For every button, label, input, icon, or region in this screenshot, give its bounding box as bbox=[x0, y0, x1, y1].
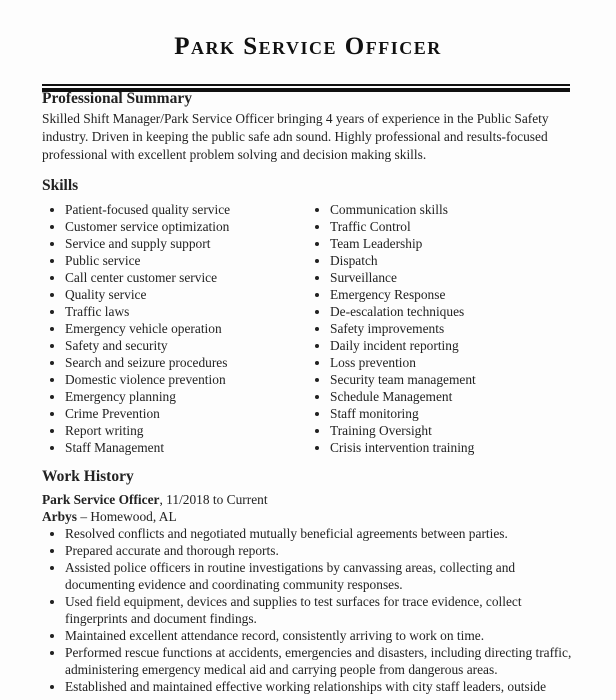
job-bullet: Resolved conflicts and negotiated mutually beneficial agreements between parties. bbox=[42, 525, 582, 542]
skill-item: Communication skills bbox=[307, 201, 476, 218]
skill-item: Daily incident reporting bbox=[307, 337, 476, 354]
job-bullets bbox=[42, 525, 582, 695]
job-dates: , 11/2018 to Current bbox=[159, 492, 268, 507]
job-bullet: Used field equipment, devices and supplies to test surfaces for trace evidence, collect fingerprints and document findings. bbox=[42, 593, 582, 627]
skill-item: Emergency Response bbox=[307, 286, 476, 303]
skill-item: Crisis intervention training bbox=[307, 439, 476, 456]
job-bullet: Assisted police officers in routine investigations by canvassing areas, collecting and documenting evidence and coordinating community responses. bbox=[42, 559, 582, 593]
summary-heading: Professional Summary bbox=[42, 90, 192, 107]
job-title: Park Service Officer bbox=[42, 492, 160, 507]
skill-item: Traffic Control bbox=[307, 218, 476, 235]
skills-list-left bbox=[42, 201, 230, 456]
resume-title: Park Service Officer bbox=[174, 33, 442, 60]
skill-item: Report writing bbox=[42, 422, 230, 439]
skill-item: Schedule Management bbox=[307, 388, 476, 405]
skill-item: Public service bbox=[42, 252, 230, 269]
skill-item: Emergency planning bbox=[42, 388, 230, 405]
job-bullet: Performed rescue functions at accidents, emergencies and disasters, including directing traffic, administering emergency medical aid and carrying people from dangerous areas. bbox=[42, 644, 582, 678]
summary-text: Skilled Shift Manager/Park Service Officer bringing 4 years of experience in the Public Safety industry. Driven in keeping the public safe adn sound. Highly professional and results-focused professional with excellent problem solving and decision making skills. bbox=[42, 111, 549, 162]
skill-item: Crime Prevention bbox=[42, 405, 230, 422]
skill-item: Domestic violence prevention bbox=[42, 371, 230, 388]
skill-item: Training Oversight bbox=[307, 422, 476, 439]
skill-item: Traffic laws bbox=[42, 303, 230, 320]
skill-item: Team Leadership bbox=[307, 235, 476, 252]
skill-item: Patient-focused quality service bbox=[42, 201, 230, 218]
job-bullet: Established and maintained effective working relationships with city staff leaders, outside bbox=[42, 678, 582, 695]
skill-item: Dispatch bbox=[307, 252, 476, 269]
job-entry bbox=[42, 491, 268, 525]
skill-item: Customer service optimization bbox=[42, 218, 230, 235]
skill-item: Safety improvements bbox=[307, 320, 476, 337]
skill-item: Surveillance bbox=[307, 269, 476, 286]
skills-list-right bbox=[307, 201, 476, 456]
title-rule-thin bbox=[42, 84, 570, 86]
work-history-heading: Work History bbox=[42, 468, 134, 485]
job-bullet: Maintained excellent attendance record, consistently arriving to work on time. bbox=[42, 627, 582, 644]
job-location: – Homewood, AL bbox=[76, 509, 177, 524]
skill-item: Quality service bbox=[42, 286, 230, 303]
skill-item: Call center customer service bbox=[42, 269, 230, 286]
skill-item: Staff Management bbox=[42, 439, 230, 456]
skill-item: Security team management bbox=[307, 371, 476, 388]
skill-item: De-escalation techniques bbox=[307, 303, 476, 320]
skill-item: Safety and security bbox=[42, 337, 230, 354]
skills-heading: Skills bbox=[42, 177, 79, 194]
skill-item: Loss prevention bbox=[307, 354, 476, 371]
skill-item: Service and supply support bbox=[42, 235, 230, 252]
employer: Arbys bbox=[42, 509, 77, 524]
job-bullet: Prepared accurate and thorough reports. bbox=[42, 542, 582, 559]
skill-item: Emergency vehicle operation bbox=[42, 320, 230, 337]
skill-item: Staff monitoring bbox=[307, 405, 476, 422]
skill-item: Search and seizure procedures bbox=[42, 354, 230, 371]
